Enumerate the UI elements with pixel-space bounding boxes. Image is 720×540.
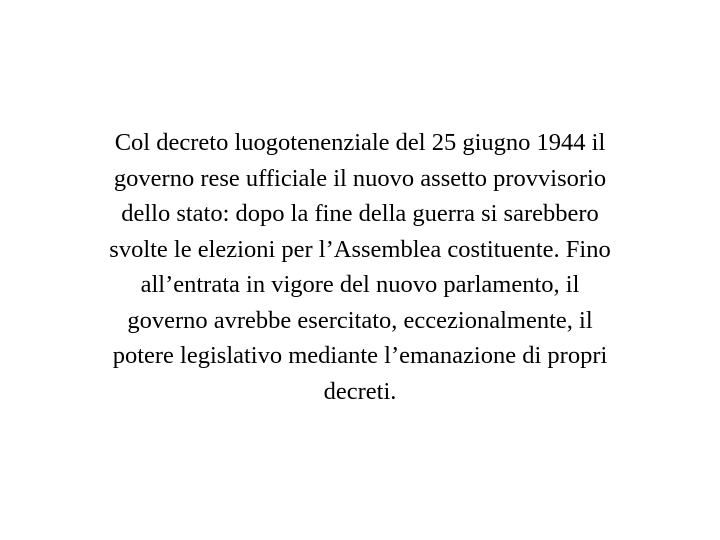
paragraph-line-7: potere legislativo mediante l’emanazione di propri <box>112 342 608 369</box>
body-paragraph <box>60 125 660 409</box>
paragraph-line-3: dello stato: dopo la fine della guerra si sarebbero <box>121 200 599 227</box>
paragraph-line-8: decreti. <box>323 377 397 405</box>
paragraph-line-1: Col decreto luogotenenziale del 25 giugno 1944 il <box>114 129 606 156</box>
paragraph-line-2: governo rese ufficiale il nuovo assetto provvisorio <box>113 164 607 192</box>
paragraph-line-6: governo avrebbe esercitato, eccezionalmente, il <box>127 306 593 334</box>
paragraph-line-4: svolte le elezioni per l’Assemblea costituente. Fino <box>109 235 611 263</box>
paragraph-line-5: all’entrata in vigore del nuovo parlamento, il <box>140 271 580 298</box>
